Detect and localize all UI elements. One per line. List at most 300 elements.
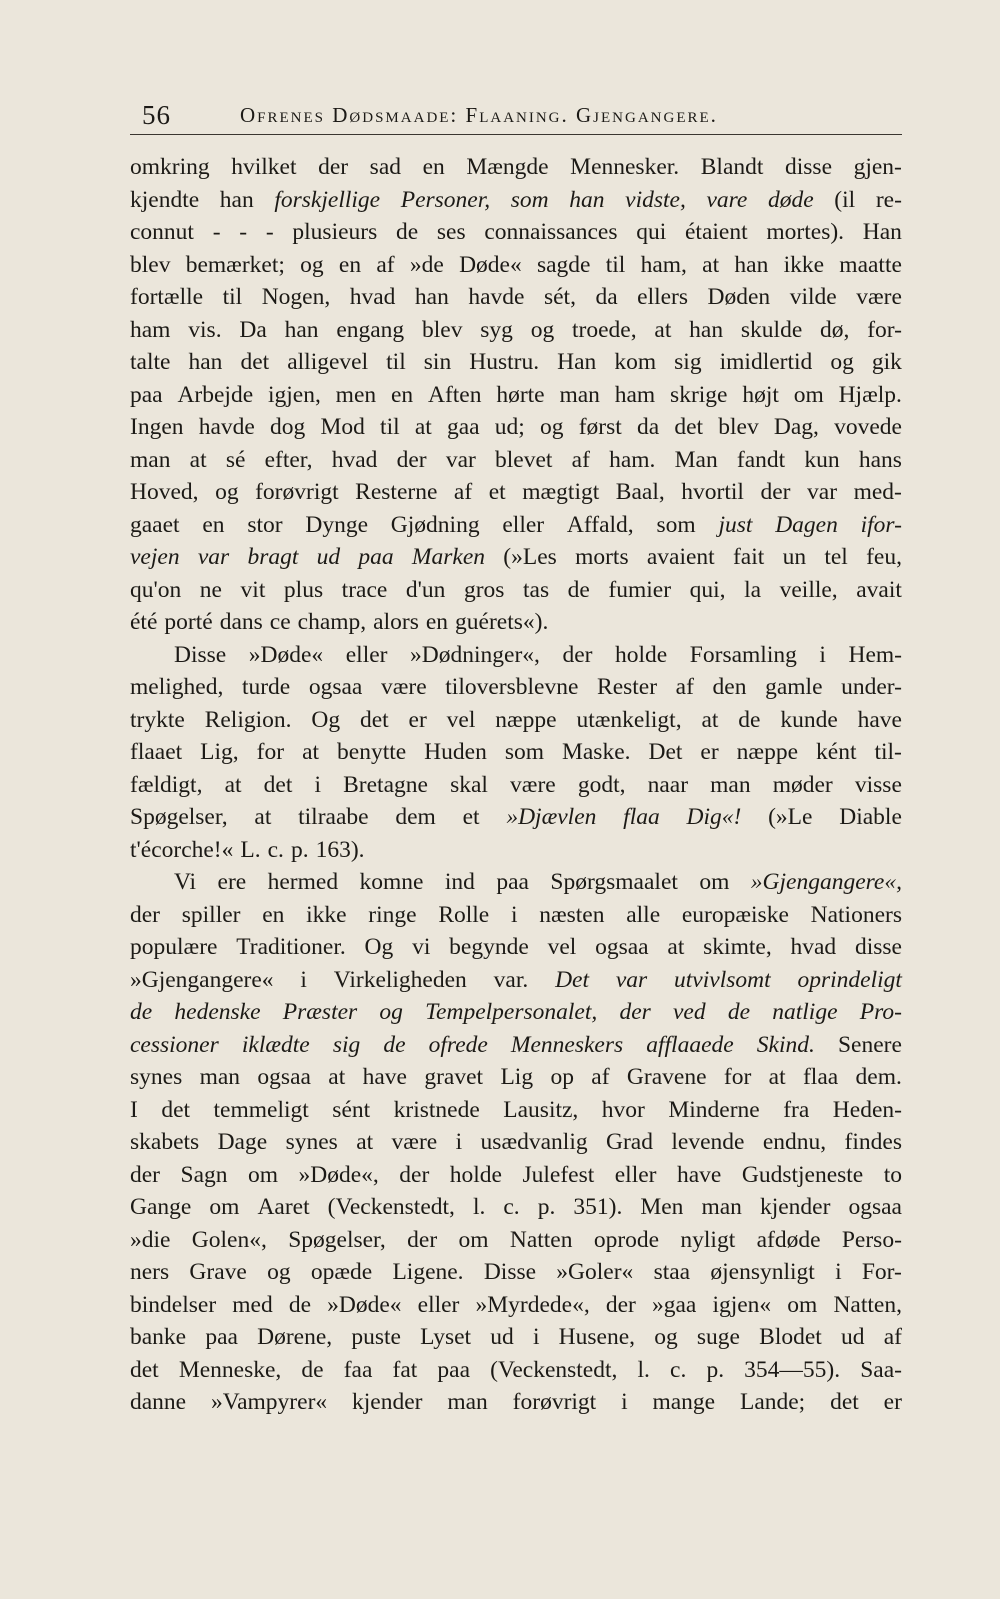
word: Senere — [837, 1031, 902, 1058]
word: Huden — [424, 739, 487, 765]
word: Aaret — [257, 1194, 310, 1220]
word: eller — [345, 641, 388, 668]
word: porté — [164, 609, 213, 635]
text-line — [130, 346, 902, 379]
word: un — [782, 544, 807, 570]
word: af — [453, 479, 473, 505]
text-line — [130, 1354, 902, 1387]
text-line — [130, 639, 902, 672]
word: Lig, — [200, 739, 239, 765]
word: at — [654, 316, 672, 343]
word: til — [222, 284, 243, 310]
text-line — [130, 671, 902, 704]
word: en — [202, 511, 225, 538]
word: kjendte — [130, 186, 200, 213]
word: skal — [450, 771, 488, 798]
word: Døde« — [459, 251, 522, 278]
word: re- — [875, 186, 902, 213]
word: trykte — [130, 706, 185, 733]
word: Lig — [500, 1064, 534, 1090]
word: sagde — [536, 251, 591, 278]
word: Og — [311, 706, 341, 733]
text-line — [130, 996, 902, 1029]
italic-word: Marken — [411, 544, 486, 570]
word: da — [636, 414, 660, 440]
word: og — [540, 414, 564, 440]
word: visse — [854, 771, 902, 798]
italic-word: utvivlsomt — [674, 966, 771, 993]
word: af — [571, 446, 590, 473]
word: ud — [490, 1324, 514, 1350]
word: c. — [267, 836, 284, 863]
word: Affald, — [566, 511, 634, 538]
word: at — [667, 934, 685, 960]
word: alligevel — [287, 349, 369, 375]
word: i — [510, 901, 518, 928]
word: Sagn — [180, 1161, 228, 1188]
word: Arbejde — [177, 381, 254, 408]
word: t'écorche!« — [130, 836, 234, 863]
word: og — [300, 251, 324, 278]
text-line — [130, 379, 902, 412]
word: de — [567, 576, 590, 603]
word: avait — [856, 576, 902, 603]
word: omkring — [130, 154, 210, 180]
text-line — [130, 1256, 902, 1289]
word: »Gjengangere« — [130, 966, 274, 993]
word: Perso- — [841, 1226, 902, 1253]
word: begynde — [449, 934, 529, 960]
word: at — [302, 739, 320, 765]
word: ners — [130, 1259, 170, 1285]
word: Spøgelser, — [288, 1226, 386, 1253]
word: kun — [804, 446, 840, 473]
italic-word: Pro- — [859, 999, 902, 1025]
word: ere — [217, 869, 247, 895]
word: en — [262, 901, 285, 928]
word: »Døde« — [327, 1291, 402, 1318]
running-title: Ofrenes Dødsmaade: Flaaning. Gjengangere. — [240, 103, 718, 127]
word: være — [510, 771, 556, 798]
word: l. — [637, 1356, 650, 1383]
word: kjender — [759, 1194, 831, 1220]
word: under- — [841, 674, 902, 700]
word: i — [819, 641, 826, 668]
word: (Veckenstedt, — [327, 1194, 455, 1220]
word: fait — [732, 544, 765, 570]
word: Man — [674, 446, 718, 473]
word: ogsaa — [308, 674, 363, 700]
word: det — [130, 1356, 159, 1383]
word: ogsaa — [848, 1194, 902, 1220]
word: man — [130, 446, 171, 473]
word: alle — [626, 901, 661, 928]
word: ud — [841, 1324, 865, 1350]
word: - — [239, 219, 248, 245]
word: oprode — [593, 1226, 660, 1253]
italic-word: natlige — [772, 999, 838, 1025]
word: ham — [614, 381, 656, 408]
word: fandt — [736, 446, 786, 473]
word: en — [390, 381, 414, 408]
word: i — [314, 771, 322, 798]
text-line — [130, 151, 902, 184]
word: ringe — [368, 901, 417, 928]
word: Baal, — [615, 479, 665, 505]
word: at — [189, 446, 207, 473]
word: der — [130, 1161, 161, 1188]
word: det — [830, 1389, 859, 1415]
word: Disse — [174, 641, 227, 668]
word: Døden — [707, 284, 771, 310]
word: vel — [446, 706, 476, 733]
word: han — [734, 251, 769, 278]
italic-word: Menneskers — [510, 1031, 624, 1058]
italic-word: han — [569, 186, 605, 213]
word: det — [359, 706, 389, 733]
word: var — [445, 446, 476, 473]
word: blev — [421, 316, 463, 343]
word: holde — [449, 1161, 502, 1188]
word: være — [380, 674, 427, 700]
word: - — [265, 219, 274, 245]
word: der — [760, 479, 791, 505]
word: hvad — [331, 446, 378, 473]
word: »Myrdede«, — [475, 1291, 590, 1318]
italic-word: Skind. — [756, 1031, 815, 1058]
word: guérets«). — [455, 609, 549, 635]
word: Dynge — [305, 511, 369, 538]
word: (»Le — [768, 804, 813, 830]
word: l. — [472, 1194, 486, 1220]
italic-word: der — [619, 999, 651, 1025]
word: om — [699, 869, 730, 895]
word: og — [654, 1324, 678, 1350]
word: findes — [844, 1129, 902, 1155]
word: p. — [290, 836, 309, 863]
word: skabets — [130, 1129, 200, 1155]
word: sént — [332, 1096, 371, 1123]
word: vovede — [834, 414, 902, 440]
word: »Dødninger«, — [410, 641, 540, 668]
word: det — [161, 1096, 191, 1123]
word: vilde — [789, 284, 837, 310]
word: Dag, — [773, 414, 819, 440]
word: man — [199, 1064, 241, 1090]
word: (»Les — [503, 544, 557, 570]
word: ne — [199, 576, 222, 603]
word: skrige — [670, 381, 728, 408]
word: »Vampyrer« — [210, 1389, 328, 1415]
word: gaaet — [130, 511, 180, 538]
italic-word: Det — [555, 966, 590, 993]
word: af — [591, 1064, 610, 1090]
word: var. — [493, 966, 529, 993]
word: populære — [130, 934, 218, 960]
word: igjen« — [712, 1291, 772, 1318]
word: veille, — [779, 576, 838, 603]
word: gaa — [446, 414, 480, 440]
word: europæiske — [681, 901, 789, 928]
word: For- — [861, 1259, 902, 1285]
word: der — [399, 1161, 430, 1188]
word: er — [408, 706, 427, 733]
word: hvad — [349, 284, 396, 310]
word: de — [395, 219, 419, 245]
word: er — [700, 739, 719, 765]
word: paa — [496, 869, 529, 895]
word: at — [328, 1064, 346, 1090]
italic-word: »Gjengangere«, — [750, 869, 902, 895]
word: Natten — [509, 1226, 573, 1253]
word: Lande; — [739, 1389, 806, 1415]
word: blev — [130, 251, 171, 278]
word: dans — [219, 609, 263, 635]
word: ham — [130, 316, 171, 343]
word: at — [414, 414, 432, 440]
text-line — [130, 1061, 902, 1094]
word: der — [396, 446, 427, 473]
word: at — [768, 1064, 786, 1090]
word: der — [605, 1291, 636, 1318]
word: vit — [240, 576, 266, 603]
word: møder — [772, 771, 833, 798]
word: igjen, — [267, 381, 321, 408]
word: Hjælp. — [838, 381, 902, 408]
word: tiloversblevne — [445, 674, 579, 700]
italic-word: Dagen — [775, 511, 838, 538]
word: levende — [671, 1129, 745, 1155]
word: qu'on — [130, 576, 182, 603]
word: banke — [130, 1324, 187, 1350]
word: flaaet — [130, 739, 183, 765]
word: ellers — [637, 284, 689, 310]
word: L. — [240, 836, 261, 863]
text-line — [130, 1159, 902, 1192]
word: tel — [824, 544, 848, 570]
word: utænkeligt, — [576, 706, 682, 733]
word: man — [447, 1389, 488, 1415]
word: at — [224, 771, 242, 798]
word: hvortil — [681, 479, 744, 505]
word: en — [422, 154, 445, 180]
text-line — [130, 1029, 902, 1062]
text-line — [130, 509, 902, 542]
word: naar — [647, 771, 689, 798]
text-line — [130, 704, 902, 737]
page-header — [130, 96, 902, 135]
word: bindelser — [130, 1291, 217, 1318]
page-number: 56 — [142, 100, 171, 130]
word: la — [744, 576, 762, 603]
italic-word: vidste, — [625, 186, 686, 213]
word: ogsaa — [595, 934, 649, 960]
word: 163). — [315, 836, 365, 863]
word: og — [267, 1259, 291, 1285]
word: en — [338, 251, 362, 278]
word: eller — [502, 511, 545, 538]
word: paa — [205, 1324, 238, 1350]
italic-word: de — [727, 999, 751, 1025]
italic-word: Tempelpersonalet, — [425, 999, 598, 1025]
word: benytte — [337, 739, 407, 765]
text-line — [130, 541, 902, 574]
word: temmeligt — [213, 1096, 309, 1123]
word: ud; — [494, 414, 525, 440]
word: Husene, — [558, 1324, 636, 1350]
word: Hustru. — [469, 349, 540, 375]
word: d'un — [405, 576, 446, 603]
word: de — [288, 1291, 312, 1318]
text-line — [130, 216, 902, 249]
word: I — [130, 1096, 138, 1123]
word: til — [605, 251, 626, 278]
italic-word: iklædte — [241, 1031, 310, 1058]
word: i — [835, 1259, 842, 1285]
word: danne — [130, 1389, 187, 1415]
word: disse — [854, 934, 902, 960]
word: efter, — [264, 446, 313, 473]
word: Hem- — [848, 641, 902, 668]
word: Hoved, — [130, 479, 199, 505]
word: sin — [423, 349, 452, 375]
word: hvilket — [231, 154, 297, 180]
word: Traditioner. — [236, 934, 346, 960]
text-line — [130, 411, 902, 444]
word: i — [455, 1129, 463, 1155]
word: næppe — [495, 706, 557, 733]
italic-word: »Djævlen — [506, 804, 597, 830]
text-line — [130, 184, 902, 217]
word: havde — [198, 414, 255, 440]
italic-word: var — [197, 544, 230, 570]
word: Blodet — [759, 1324, 822, 1350]
word: plus — [283, 576, 324, 603]
word: Han — [557, 349, 597, 375]
word: have — [676, 1161, 722, 1188]
italic-word: og — [379, 999, 403, 1025]
word: Og — [364, 934, 394, 960]
word: dem — [395, 804, 436, 830]
word: kom — [614, 349, 657, 375]
word: Bretagne — [343, 771, 428, 798]
word: der — [407, 1226, 438, 1253]
word: sad — [369, 154, 401, 180]
word: avaient — [646, 544, 715, 570]
word: vi — [412, 934, 431, 960]
word: Nogen, — [261, 284, 331, 310]
word: (Veckenstedt, — [490, 1356, 618, 1383]
word: Rester — [597, 674, 658, 700]
word: Diable — [839, 804, 902, 830]
word: komne — [359, 869, 424, 895]
word: c. — [670, 1356, 687, 1383]
word: fumier — [608, 576, 672, 603]
word: sé — [225, 446, 246, 473]
word: engang — [336, 316, 405, 343]
text-line — [130, 1386, 902, 1419]
text-line — [130, 899, 902, 932]
word: »Goler« — [556, 1259, 634, 1285]
word: ikke — [783, 251, 825, 278]
word: kristnede — [393, 1096, 480, 1123]
word: Dage — [217, 1129, 268, 1155]
word: vel — [547, 934, 577, 960]
word: næsten — [539, 901, 605, 928]
word: Virkeligheden — [333, 966, 467, 993]
word: Gange — [130, 1194, 192, 1220]
italic-word: hedenske — [174, 999, 261, 1025]
word: Han — [862, 219, 902, 245]
word: hermed — [267, 869, 339, 895]
word: Dørene, — [257, 1324, 333, 1350]
italic-word: de — [383, 1031, 406, 1058]
word: mange — [652, 1389, 716, 1415]
word: hørte — [496, 381, 545, 408]
word: være — [856, 284, 902, 310]
text-line — [130, 444, 902, 477]
word: Maske. — [561, 739, 631, 765]
word: Grave — [189, 1259, 247, 1285]
word: om — [247, 1161, 279, 1188]
word: og — [530, 316, 555, 343]
italic-word: flaa — [623, 804, 660, 830]
word: og — [830, 349, 854, 375]
word: eller — [614, 1161, 657, 1188]
italic-word: Præster — [282, 999, 358, 1025]
word: Blandt — [700, 154, 764, 180]
word: Natten, — [833, 1291, 902, 1318]
word: men — [335, 381, 377, 408]
word: ham. — [609, 446, 656, 473]
word: man — [559, 381, 600, 408]
word: have — [362, 1064, 407, 1090]
word: Resterne — [355, 479, 438, 505]
word: Gravene — [626, 1064, 707, 1090]
word: tas — [522, 576, 550, 603]
word: »die — [130, 1226, 171, 1253]
word: été — [130, 609, 158, 635]
word: vis. — [188, 316, 222, 343]
word: ham, — [640, 251, 687, 278]
word: højt — [742, 381, 779, 408]
word: p. — [706, 1356, 725, 1383]
word: at — [254, 804, 272, 830]
word: han — [219, 186, 254, 213]
word: dem. — [855, 1064, 902, 1090]
word: »gaa — [651, 1291, 697, 1318]
word: ikke — [306, 901, 347, 928]
word: forøvrigt — [255, 479, 339, 505]
word: han — [414, 284, 449, 310]
word: stor — [247, 511, 283, 538]
word: Lausitz, — [503, 1096, 579, 1123]
word: alors — [373, 609, 419, 635]
word: et — [488, 479, 506, 505]
word: Det — [648, 739, 683, 765]
word: »de — [409, 251, 444, 278]
word: puste — [351, 1324, 401, 1350]
word: champ, — [297, 609, 367, 635]
text-line — [130, 574, 902, 607]
word: Aften — [427, 381, 482, 408]
italic-word: ofrede — [428, 1031, 488, 1058]
word: bemærket; — [185, 251, 285, 278]
word: dog — [270, 414, 306, 440]
word: er — [883, 1389, 902, 1415]
word: til — [380, 414, 400, 440]
word: mortes). — [766, 219, 845, 245]
